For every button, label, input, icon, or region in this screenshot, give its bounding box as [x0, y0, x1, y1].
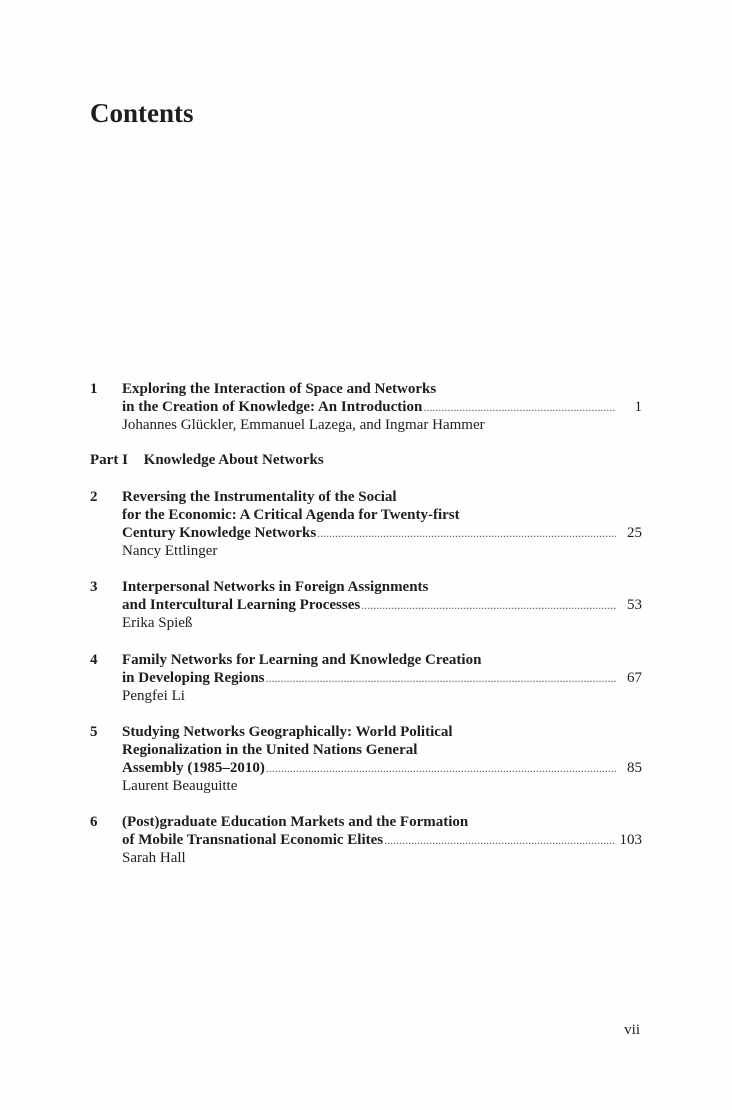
chapter-page: 1 [634, 399, 642, 415]
chapter-title-line: in the Creation of Knowledge: An Introduction [122, 399, 423, 415]
chapter-title-line: Family Networks for Learning and Knowledge Creation [122, 652, 482, 668]
toc-entry[interactable] [90, 651, 642, 705]
dot-leader [266, 669, 616, 687]
chapter-title-line: of Mobile Transnational Economic Elites [122, 832, 384, 848]
chapter-title-line: Studying Networks Geographically: World Political [122, 724, 453, 740]
dot-leader [266, 759, 616, 777]
chapter-title-line: Reversing the Instrumentality of the Social [122, 489, 397, 505]
toc-entry[interactable] [90, 813, 642, 867]
part-label: Part I [90, 452, 128, 468]
chapter-number: 6 [90, 814, 98, 830]
chapter-title-line: Assembly (1985–2010) [122, 760, 265, 776]
part-heading [90, 452, 324, 469]
page-number: vii [624, 1022, 640, 1038]
chapter-title-line: and Intercultural Learning Processes [122, 597, 361, 613]
chapter-page: 53 [627, 597, 642, 613]
page-title: Contents [90, 98, 194, 128]
dot-leader [361, 596, 616, 614]
toc-entry[interactable] [90, 380, 642, 434]
chapter-number: 1 [90, 381, 98, 397]
dot-leader [317, 524, 616, 542]
chapter-page: 25 [627, 525, 642, 541]
toc-entry[interactable] [90, 488, 642, 560]
toc-entry[interactable] [90, 723, 642, 795]
chapter-number: 4 [90, 652, 98, 668]
dot-leader [423, 398, 616, 416]
toc-entry[interactable] [90, 578, 642, 632]
part-title: Knowledge About Networks [143, 452, 324, 468]
chapter-title-line: Interpersonal Networks in Foreign Assignments [122, 579, 429, 595]
chapter-number: 2 [90, 489, 98, 505]
chapter-number: 3 [90, 579, 98, 595]
chapter-page: 67 [627, 670, 642, 686]
chapter-authors: Erika Spieß [122, 615, 193, 631]
chapter-authors: Johannes Glückler, Emmanuel Lazega, and Ingmar Hammer [122, 417, 485, 433]
chapter-title-line: Regionalization in the United Nations General [122, 742, 418, 758]
chapter-authors: Pengfei Li [122, 688, 185, 704]
chapter-authors: Laurent Beauguitte [122, 778, 238, 794]
chapter-authors: Sarah Hall [122, 850, 186, 866]
chapter-page: 103 [619, 832, 642, 848]
chapter-title-line: Exploring the Interaction of Space and Networks [122, 381, 437, 397]
chapter-title-line: Century Knowledge Networks [122, 525, 317, 541]
dot-leader [384, 831, 615, 849]
chapter-page: 85 [627, 760, 642, 776]
chapter-title-line: (Post)graduate Education Markets and the Formation [122, 814, 469, 830]
chapter-title-line: in Developing Regions [122, 670, 265, 686]
chapter-authors: Nancy Ettlinger [122, 543, 218, 559]
chapter-title-line: for the Economic: A Critical Agenda for Twenty-first [122, 507, 460, 523]
chapter-number: 5 [90, 724, 98, 740]
